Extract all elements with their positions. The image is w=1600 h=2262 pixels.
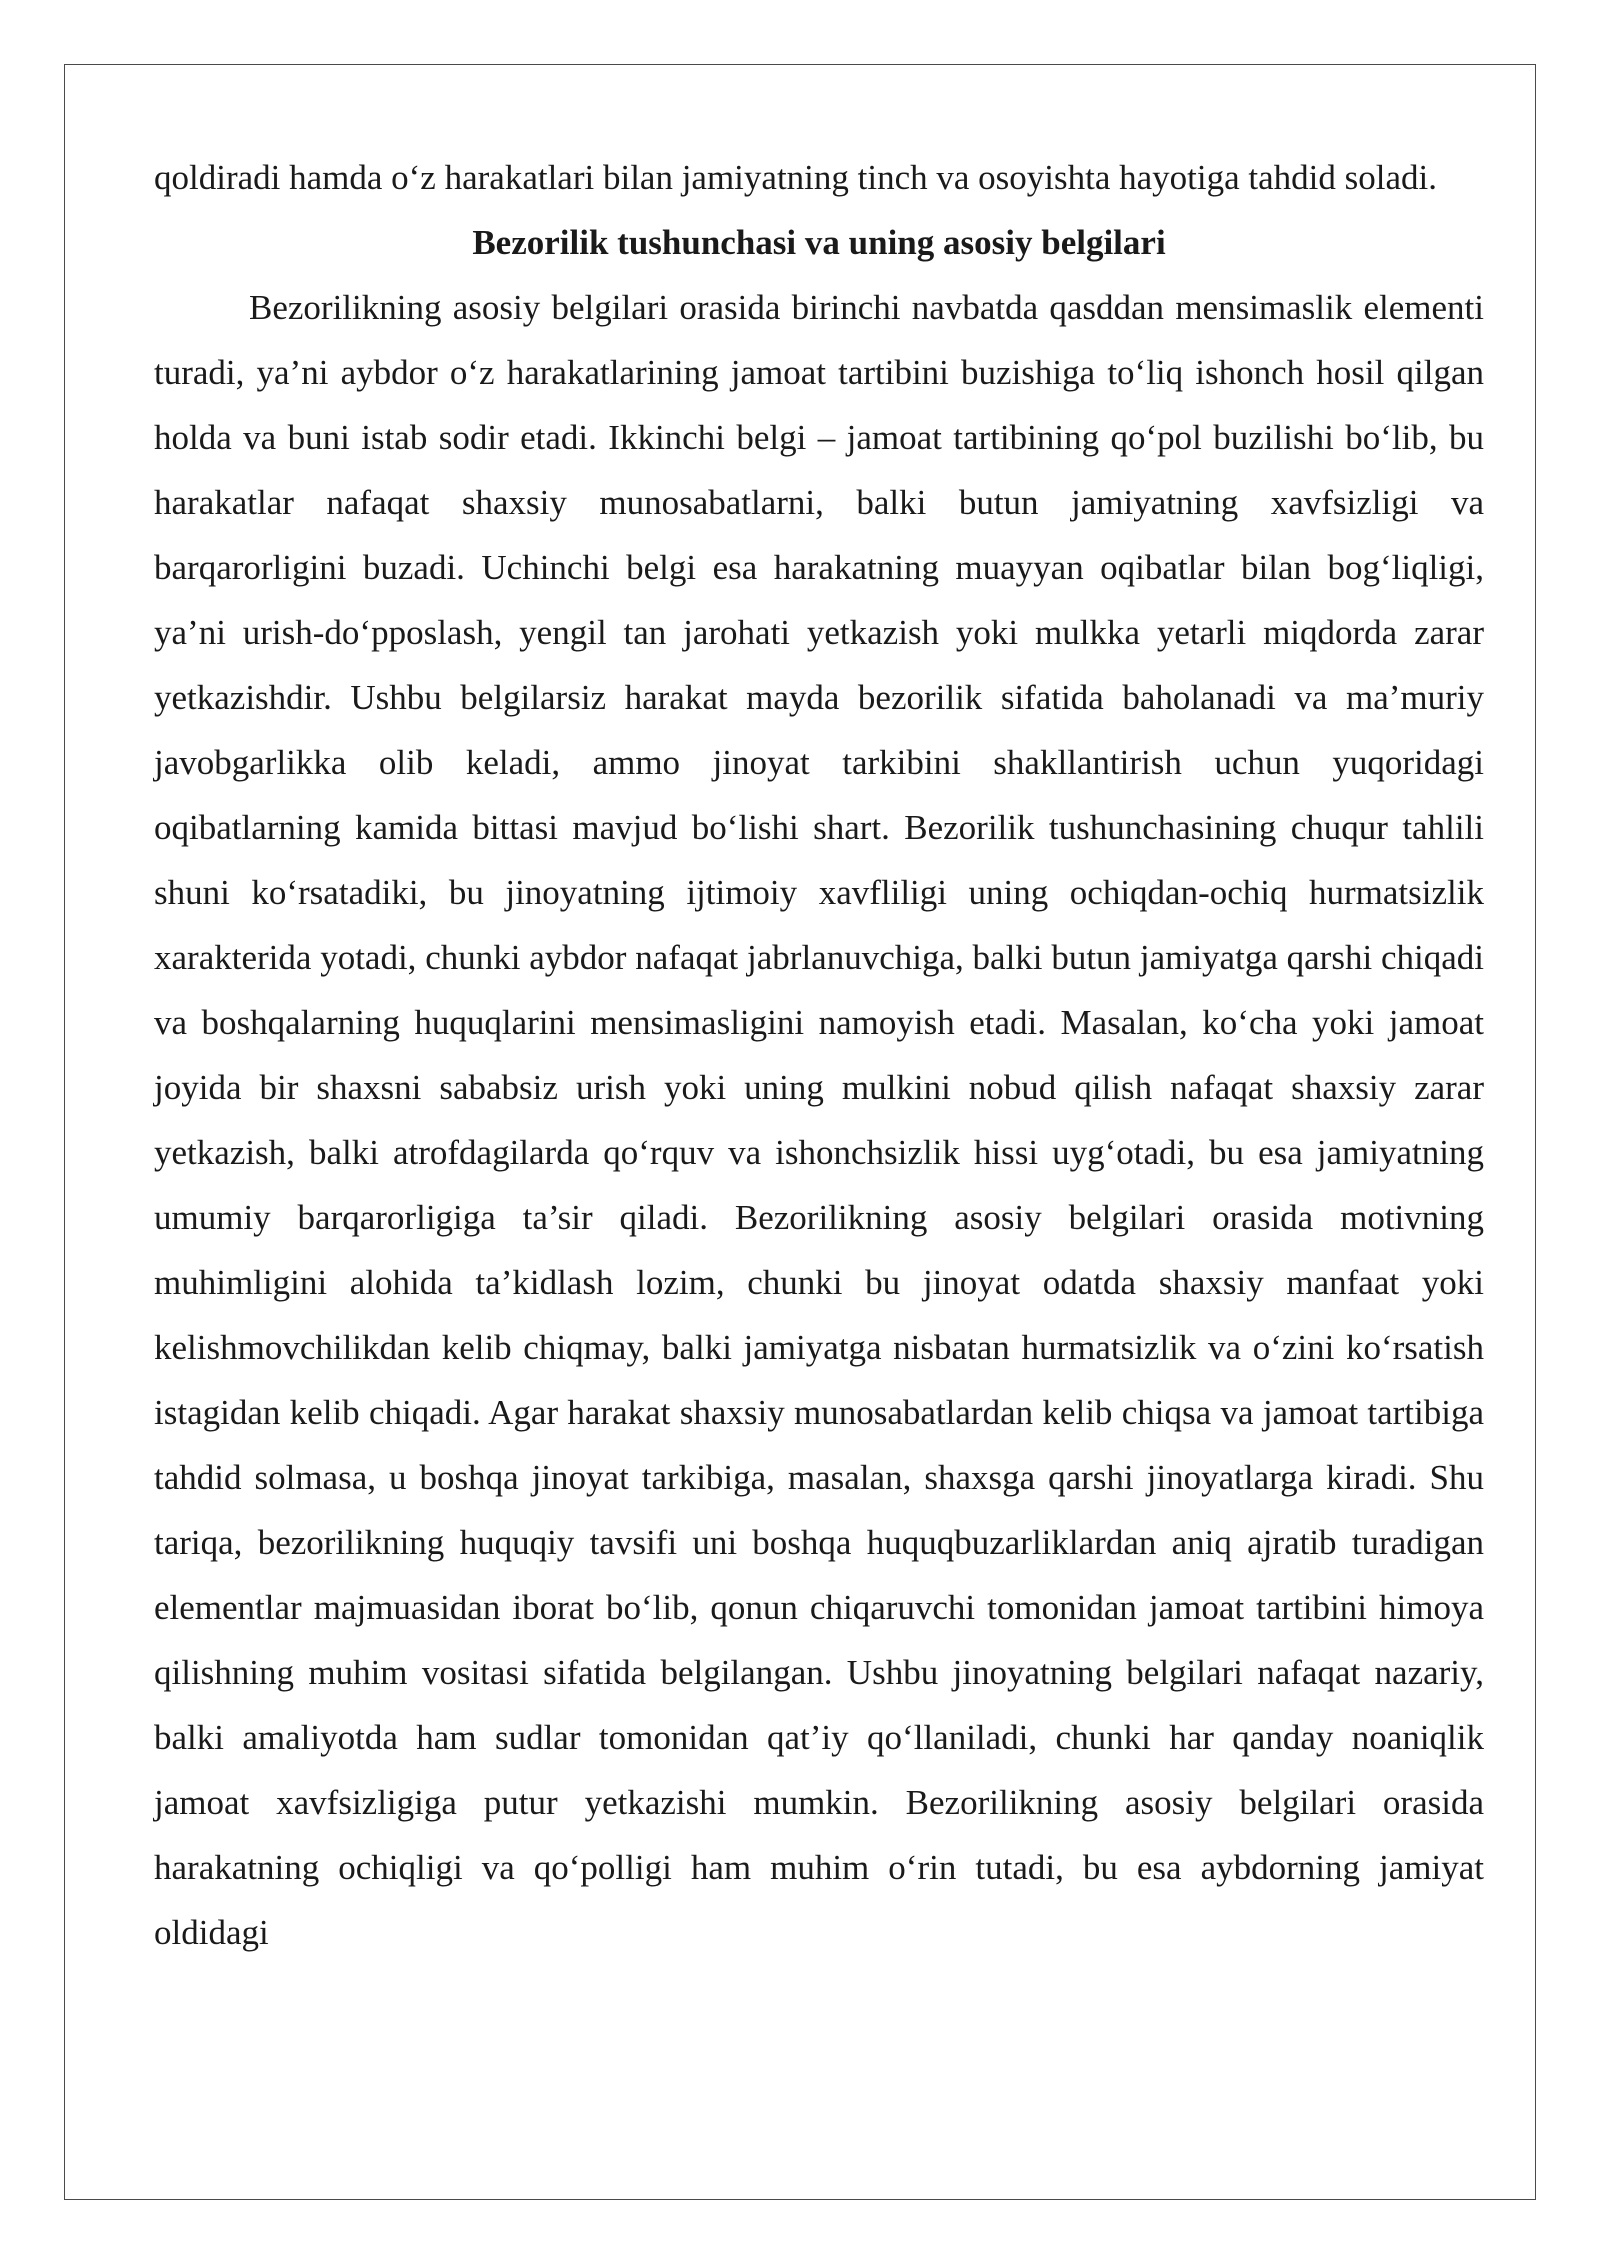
document-body bbox=[154, 145, 1484, 1965]
section-heading: Bezorilik tushunchasi va uning asosiy belgilari bbox=[472, 223, 1166, 262]
continuation-paragraph: qoldiradi hamda o‘z harakatlari bilan jamiyatning tinch va osoyishta hayotiga tahdid soladi. bbox=[154, 158, 1437, 197]
body-paragraph: Bezorilikning asosiy belgilari orasida birinchi navbatda qasddan mensimaslik elementi turadi, ya’ni aybdor o‘z harakatlarining jamoat tartibini buzishiga to‘liq ishonch hosil qilgan holda va buni istab sodir etadi. Ikkinchi belgi – jamoat tartibining qo‘pol buzilishi bo‘lib, bu harakatlar nafaqat shaxsiy munosabatlarni, balki butun jamiyatning xavfsizligi va barqarorligini buzadi. Uchinchi belgi esa harakatning muayyan oqibatlar bilan bog‘liqligi, ya’ni urish-do‘pposlash, yengil tan jarohati yetkazish yoki mulkka yetarli miqdorda zarar yetkazishdir. Ushbu belgilarsiz harakat mayda bezorilik sifatida baholanadi va ma’muriy javobgarlikka olib keladi, ammo jinoyat tarkibini shakllantirish uchun yuqoridagi oqibatlarning kamida bittasi mavjud bo‘lishi shart. Bezorilik tushunchasining chuqur tahlili shuni ko‘rsatadiki, bu jinoyatning ijtimoiy xavfliligi uning ochiqdan-ochiq hurmatsizlik xarakterida yotadi, chunki aybdor nafaqat jabrlanuvchiga, balki butun jamiyatga qarshi chiqadi va boshqalarning huquqlarini mensimasligini namoyish etadi. Masalan, ko‘cha yoki jamoat joyida bir shaxsni sababsiz urish yoki uning mulkini nobud qilish nafaqat shaxsiy zarar yetkazish, balki atrofdagilarda qo‘rquv va ishonchsizlik hissi uyg‘otadi, bu esa jamiyatning umumiy barqarorligiga ta’sir qiladi. Bezorilikning asosiy belgilari orasida motivning muhimligini alohida ta’kidlash lozim, chunki bu jinoyat odatda shaxsiy manfaat yoki kelishmovchilikdan kelib chiqmay, balki jamiyatga nisbatan hurmatsizlik va o‘zini ko‘rsatish istagidan kelib chiqadi. Agar harakat shaxsiy munosabatlardan kelib chiqsa va jamoat tartibiga tahdid solmasa, u boshqa jinoyat tarkibiga, masalan, shaxsga qarshi jinoyatlarga kiradi. Shu tariqa, bezorilikning huquqiy tavsifi uni boshqa huquqbuzarliklardan aniq ajratib turadigan elementlar majmuasidan iborat bo‘lib, qonun chiqaruvchi tomonidan jamoat tartibini himoya qilishning muhim vositasi sifatida belgilangan. Ushbu jinoyatning belgilari nafaqat nazariy, balki amaliyotda ham sudlar tomonidan qat’iy qo‘llaniladi, chunki har qanday noaniqlik jamoat xavfsizligiga putur yetkazishi mumkin. Bezorilikning asosiy belgilari orasida harakatning ochiqligi va qo‘polligi ham muhim o‘rin tutadi, bu esa aybdorning jamiyat oldidagi bbox=[154, 288, 1484, 1952]
